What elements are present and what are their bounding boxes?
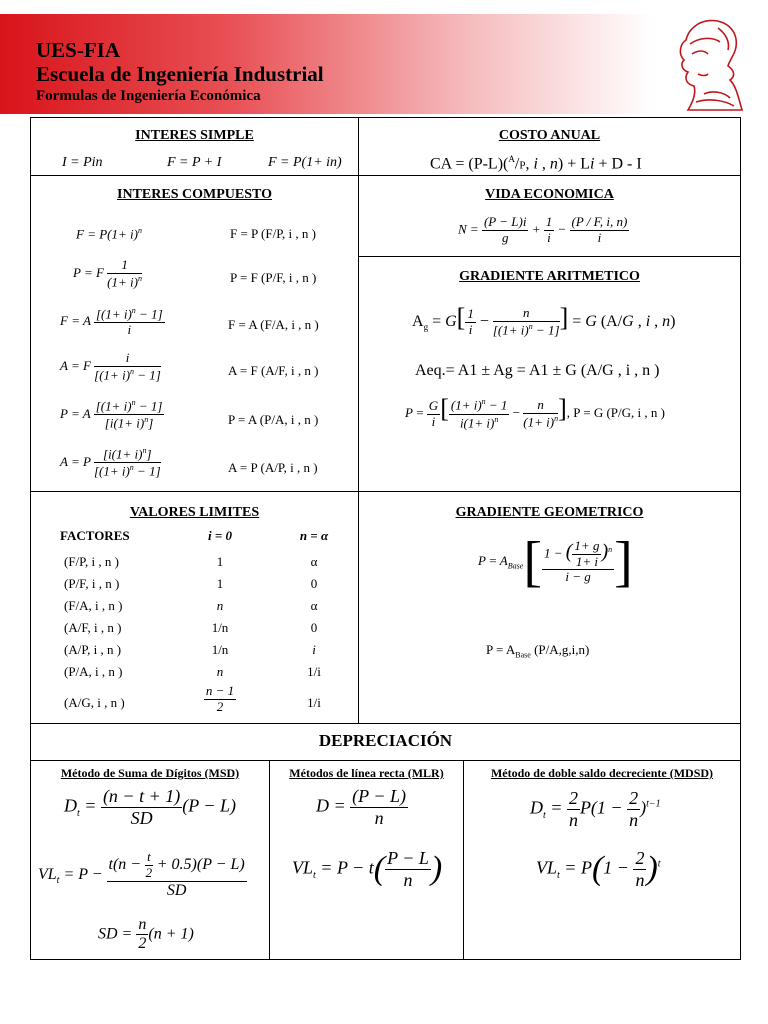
- mdsd-title: Método de doble saldo decreciente (MDSD): [490, 766, 714, 780]
- formula-mlr-d: D = $\frac{(P - L)}{n}$: [316, 786, 406, 828]
- table-row: [64, 576, 119, 592]
- col-factores: FACTORES: [60, 528, 130, 543]
- formula-mlr-vl: $VL_t = P - t$( $\frac{P - L}{n}$ ): [292, 848, 443, 890]
- factor-fp: F = P (F/P, i , n ): [230, 226, 316, 241]
- cell-inf: 0: [310, 620, 318, 635]
- cell-factor: (F/A, i , n ): [64, 598, 123, 613]
- table-row: [64, 695, 125, 711]
- col-n-inf: n = α: [299, 528, 329, 543]
- formula-af: A = F $\frac{i}{[(1+ i)^n - 1]}$: [60, 350, 161, 383]
- formula-ag: $A_g = G$[ $\frac{1}{i}$ − $\frac{n}{[(1+ i)^n - 1]}$ ] = G (A/G , i , n): [412, 303, 676, 338]
- formula-mdsd-dt: $D_t$ = $\frac{2}{n}$ P(1 − $\frac{2}{n}$ )$^{t-1}$: [530, 788, 661, 830]
- cell-i0: n: [216, 664, 224, 679]
- formula-fa: F = A $\frac{[(1+ i)^n - 1]}{i}$: [60, 306, 163, 338]
- formula-pg: P = $\frac{G}{i}$ [ $\frac{(1+ i)^n - 1}{i(1+ i)^n}$ − $\frac{n}{(1+ i)^n}$ ], P = G (P/G, i , n ): [405, 394, 665, 430]
- header-line3: Formulas de Ingeniería Económica: [36, 88, 261, 104]
- col-i0: i = 0: [207, 528, 233, 543]
- mlr-title: Métodos de línea recta (MLR): [289, 766, 444, 780]
- gradiente-aritmetico-title: GRADIENTE ARITMETICO: [459, 269, 640, 284]
- cell-i0: 1: [216, 554, 224, 569]
- minerva-head-logo: [668, 14, 746, 114]
- cell-factor: (P/F, i , n ): [64, 576, 120, 591]
- cell-inf: i: [312, 642, 316, 657]
- formula-msd-dt: $D_t$ = $\frac{(n - t + 1)}{SD}$ (P − L): [64, 786, 237, 828]
- formula-msd-vl: $VL_t = P$ − t(n − $\frac{t}{2}$ + 0.5)(P − L) SD: [38, 849, 245, 899]
- cell-factor: (P/A, i , n ): [64, 664, 123, 679]
- cell-factor: (A/F, i , n ): [64, 620, 122, 635]
- table-row: [64, 642, 121, 658]
- cell-i0: n: [216, 598, 224, 613]
- vida-economica-title: VIDA ECONOMICA: [485, 187, 614, 202]
- factor-pa: P = A (P/A, i , n ): [228, 412, 319, 427]
- header-line2: Escuela de Ingeniería Industrial: [36, 62, 324, 86]
- formula-mdsd-vl: $VL_t = P(1$ − $\frac{2}{n}$ )$^t$: [536, 848, 661, 890]
- cell-factor: (F/P, i , n ): [64, 554, 119, 569]
- cell-i0: 1/n: [211, 642, 229, 657]
- cell-i0: 1/n: [211, 620, 229, 635]
- msd-title: Método de Suma de Dígitos (MSD): [60, 766, 240, 780]
- formula-interes: I = Pin: [62, 155, 103, 170]
- cell-factor: (A/P, i , n ): [64, 642, 122, 657]
- cell-i0-ag: $\frac{n - 1}{2}$: [205, 683, 235, 714]
- gradiente-geometrico-title: GRADIENTE GEOMETRICO: [455, 505, 644, 520]
- formula-aeq: Aeq.= A1 ± Ag = A1 ± G (A/G , i , n ): [415, 362, 660, 379]
- cell-i0: 1: [216, 576, 224, 591]
- factor-fa: F = A (F/A, i , n ): [228, 317, 319, 332]
- depreciacion-title: DEPRECIACIÓN: [318, 731, 453, 750]
- factor-ap: A = P (A/P, i , n ): [228, 460, 318, 475]
- interes-compuesto-title: INTERES COMPUESTO: [117, 187, 272, 202]
- factor-pf: P = F (P/F, i , n ): [230, 270, 317, 285]
- factor-pg: , P = G (P/G, i , n ): [566, 405, 665, 420]
- formula-f-p-i: F = P + I: [167, 155, 222, 170]
- cell-inf: 1/i: [307, 695, 321, 710]
- header: [36, 38, 324, 106]
- costo-anual-formula: CA = (P-L)($^A$/P, i , n) + Li + D - I: [430, 154, 642, 173]
- cell-inf: 0: [310, 576, 318, 591]
- formula-fp: $F = P(1+ i)^n$: [76, 226, 142, 242]
- formula-vida-economica: N = $\frac{(P - L)i}{g}$ + $\frac{1}{i}$ − $\frac{(P / F, i, n)}{i}$: [458, 214, 628, 245]
- formula-geometrico: $P = A_{Base}$[ 1 − ( $\frac{1+ g}{1+ i}$ )$^n$ i − g ]: [478, 531, 633, 593]
- cell-inf: α: [310, 598, 318, 613]
- valores-limites-title: VALORES LIMITES: [129, 505, 260, 520]
- factor-af: A = F (A/F, i , n ): [228, 363, 319, 378]
- cell-inf: α: [310, 554, 318, 569]
- formula-pf: P = F $\frac{1}{(1+ i)^n}$: [73, 257, 142, 290]
- gradiente-geometrico-box: [358, 491, 741, 724]
- formula-pa: P = A $\frac{[(1+ i)^n - 1]}{[i(1+ i)^n]}$: [60, 398, 163, 431]
- table-row: [64, 598, 123, 614]
- formula-f-simple: F = P(1+ in): [268, 155, 342, 170]
- table-row: [64, 554, 119, 570]
- cell-inf: 1/i: [307, 664, 321, 679]
- header-line1: UES-FIA: [36, 38, 121, 62]
- formula-msd-sd: SD = $\frac{n}{2}$ (n + 1): [98, 916, 194, 953]
- formula-ap: A = P $\frac{[i(1+ i)^n]}{[(1+ i)^n - 1]}$: [60, 446, 161, 479]
- cell-factor: (A/G, i , n ): [64, 695, 125, 710]
- table-row: [64, 620, 121, 636]
- table-row: [64, 664, 123, 680]
- interes-simple-title: INTERES SIMPLE: [135, 128, 254, 143]
- costo-anual-title: COSTO ANUAL: [498, 128, 601, 143]
- factor-geometrico: $P = A_{Base}$ (P/A,g,i,n): [486, 642, 590, 660]
